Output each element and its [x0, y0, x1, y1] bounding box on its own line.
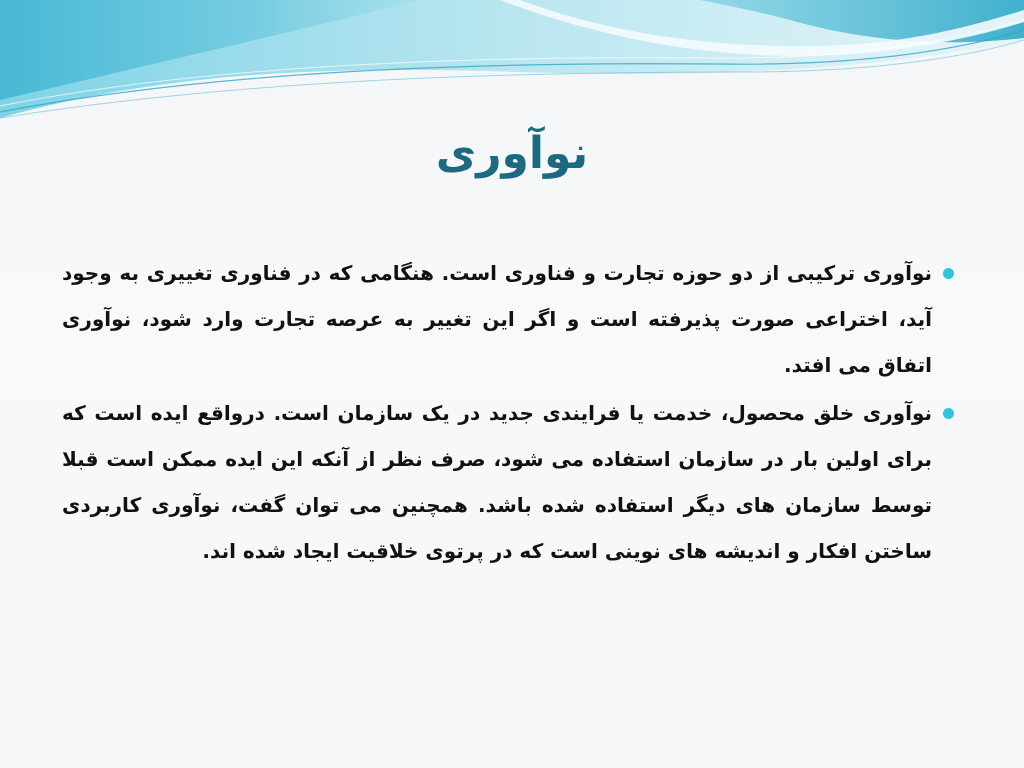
wave-banner-decoration	[0, 0, 1024, 130]
bullet-item	[62, 250, 932, 388]
bullet-dot-icon	[943, 408, 954, 419]
bullet-text: نوآوری خلق محصول، خدمت یا فرایندی جدید در یک سازمان است. درواقع ایده است که برای اولین بار در سازمان استفاده می شود، صرف نظر از آنکه این ایده ممکن است قبلا توسط سازمان های دیگر استفاده شده باشد. همچنین می توان گفت، نوآوری کاربردی ساختن افکار و اندیشه های نوینی است که در پرتوی خلاقیت ایجاد شده اند.	[62, 401, 932, 563]
slide-title: نوآوری	[435, 128, 589, 179]
bullet-list	[62, 250, 932, 576]
bullet-dot-icon	[943, 268, 954, 279]
bullet-item	[62, 390, 932, 574]
bullet-text: نوآوری ترکیبی از دو حوزه تجارت و فناوری است. هنگامی که در فناوری تغییری به وجود آید، اختراعی صورت پذیرفته است و اگر این تغییر به عرصه تجارت وارد شود، نوآوری اتفاق می افتد.	[62, 261, 932, 377]
